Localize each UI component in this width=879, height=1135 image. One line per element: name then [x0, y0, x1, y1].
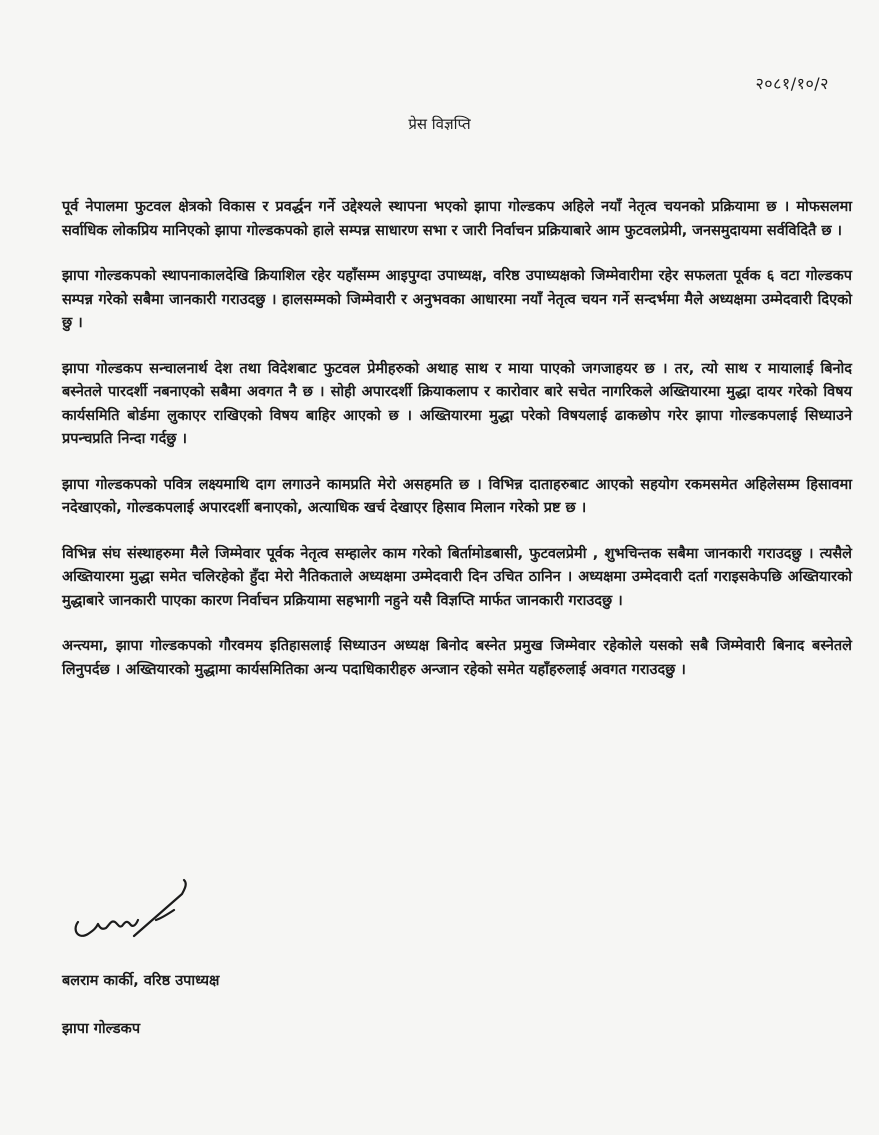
paragraph-2: झापा गोल्डकपको स्थापनाकालदेखि क्रियाशिल रहेर यहाँसम्म आइपुग्दा उपाध्यक्ष, वरिष्ठ उपाध्यक्षको जिम्मेवारीमा रहेर सफलता पूर्वक ६ वटा गोल्डकप सम्पन्न गरेको सबैमा जानकारी गराउदछु । हालसम्मको जिम्मेवारी र अनुभवका आधारमा नयाँ नेतृत्व चयन गर्ने सन्दर्भमा मैले अध्यक्षमा उम्मेदवारी दिएको छु ।	[62, 268, 852, 331]
paragraph-3: झापा गोल्डकप सन्चालनार्थ देश तथा विदेशबाट फुटवल प्रेमीहरुको अथाह साथ र माया पाएको जगजाहयर छ । तर, त्यो साथ र मायालाई बिनोद बस्नेतले पारदर्शी नबनाएको सबैमा अवगत नै छ । सोही अपारदर्शी क्रियाकलाप र कारोवार बारे सचेत नागरिकले अख्तियारमा मुद्धा दायर गरेको विषय कार्यसमिति बोर्डमा लुकाएर राखिएको विषय बाहिर आएको छ । अख्तियारमा मुद्धा परेको विषयलाई ढाकछोप गरेर झापा गोल्डकपलाई सिध्याउने प्रपन्चप्रति निन्दा गर्दछु ।	[62, 360, 852, 447]
document-date: २०८१/१०/२	[755, 74, 829, 93]
signatory-name-title: बलराम कार्की, वरिष्ठ उपाध्यक्ष	[62, 973, 220, 989]
signatory-organization: झापा गोल्डकप	[62, 1021, 141, 1037]
signature-icon	[70, 872, 210, 952]
paragraph-5: विभिन्न संघ संस्थाहरुमा मैले जिम्मेवार पूर्वक नेतृत्व सम्हालेर काम गरेको बिर्तामोडबासी, फुटवलप्रेमी , शुभचिन्तक सबैमा जानकारी गराउदछु । त्यसैले अख्तियारमा मुद्धा समेत चलिरहेको हुँदा मेरो नैतिकताले अध्यक्षमा उम्मेदवारी दिन उचित ठानिन । अध्यक्षमा उम्मेदवारी दर्ता गराइसकेपछि अख्तियारको मुद्धाबारे जानकारी पाएका कारण निर्वाचन प्रक्रियामा सहभागी नहुने यसै विज्ञप्ति मार्फत जानकारी गराउदछु ।	[62, 545, 852, 609]
paragraph-6: अन्त्यमा, झापा गोल्डकपको गौरवमय इतिहासलाई सिध्याउन अध्यक्ष बिनोद बस्नेत प्रमुख जिम्मेवार रहेकोले यसको सबै जिम्मेवारी बिनाद बस्नेतले लिनुपर्दछ । अख्तियारको मुद्धामा कार्यसमितिका अन्य पदाधिकारीहरु अन्जान रहेको समेत यहाँहरुलाई अवगत गराउदछु ।	[62, 638, 852, 678]
paragraph-1: पूर्व नेपालमा फुटवल क्षेत्रको विकास र प्रवर्द्धन गर्ने उद्देश्यले स्थापना भएको झापा गोल्डकप अहिले नयाँ नेतृत्व चयनको प्रक्रियामा छ । मोफसलमा सर्वाधिक लोकप्रिय मानिएको झापा गोल्डकपको हाले सम्पन्न साधारण सभा र जारी निर्वाचन प्रक्रियाबारे आम फुटवलप्रेमी, जनसमुदायमा सर्वविदितै छ ।	[62, 199, 852, 239]
document-body	[62, 196, 852, 704]
document-title: प्रेस विज्ञप्ति	[408, 115, 471, 133]
paragraph-4: झापा गोल्डकपको पवित्र लक्ष्यमाथि दाग लगाउने कामप्रति मेरो असहमति छ । विभिन्न दाताहरुबाट आएको सहयोग रकमसमेत अहिलेसम्म हिसावमा नदेखाएको, गोल्डकपलाई अपारदर्शी बनाएको, अत्याधिक खर्च देखाएर हिसाव मिलान गरेको प्रष्ट छ ।	[62, 476, 852, 516]
